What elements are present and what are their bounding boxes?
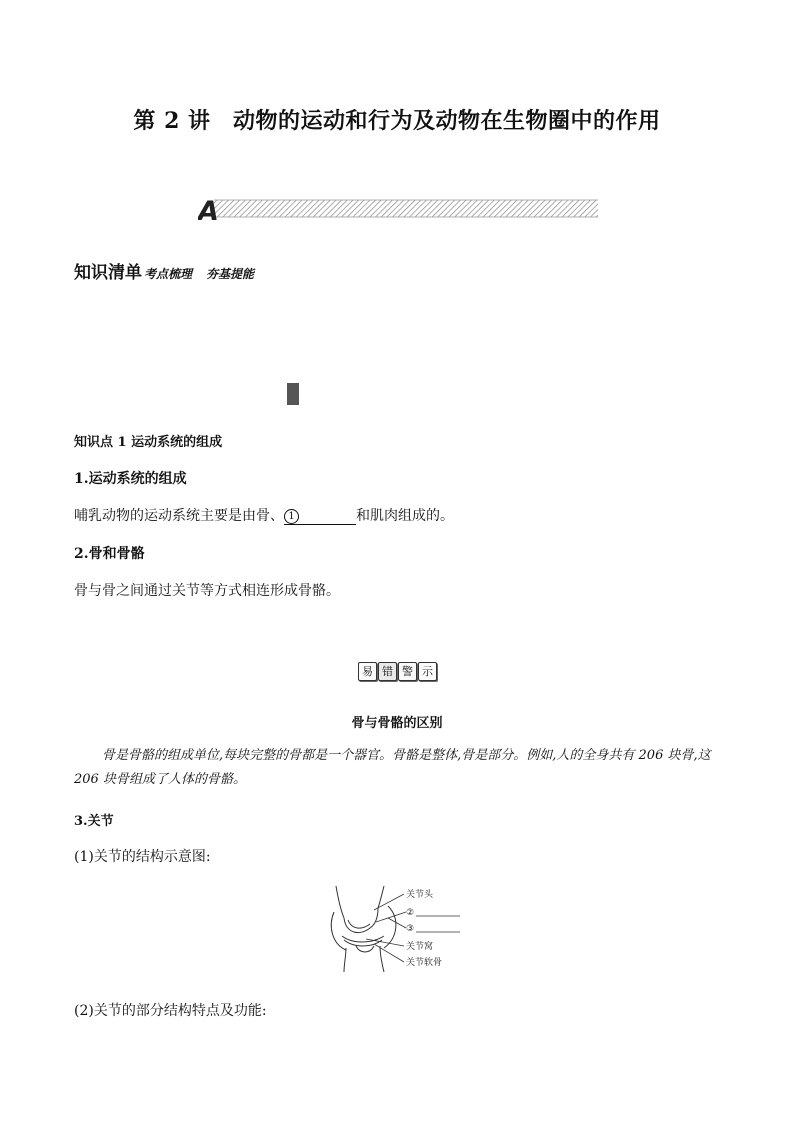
section-heading-main: 知识清单 xyxy=(74,263,142,283)
paragraph-1-after: 和肌肉组成的。 xyxy=(356,508,454,524)
knowledge-point-heading: 知识点 1 运动系统的组成 xyxy=(74,435,223,450)
section-banner xyxy=(198,196,598,222)
diagram-label-2: ② xyxy=(406,908,415,918)
diagram-label-3: ③ xyxy=(406,924,415,934)
banner-letter: A xyxy=(198,196,219,222)
warning-badge-char: 易 xyxy=(358,662,377,681)
section-heading-sub2: 夯基提能 xyxy=(206,267,255,281)
heading-3: 3.关节 xyxy=(74,814,114,829)
paragraph-2: 骨与骨之间通过关节等方式相连形成骨骼。 xyxy=(74,583,340,599)
heading-3-2: (2)关节的部分结构特点及功能: xyxy=(74,1003,267,1019)
warning-badge-char: 示 xyxy=(418,662,437,681)
callout-text: 骨是骨骼的组成单位,每块完整的骨都是一个器官。骨骼是整体,骨是部分。例如,人的全身共有 206 块骨,这 206 块骨组成了人体的骨骼。 xyxy=(74,748,711,787)
marker-block xyxy=(287,383,299,405)
paragraph-1-before: 哺乳动物的运动系统主要是由骨、 xyxy=(74,508,284,524)
diagram-label-cartilage: 关节软骨 xyxy=(406,958,443,968)
circle-number-1: 1 xyxy=(284,509,299,524)
heading-3-1: (1)关节的结构示意图: xyxy=(74,849,211,865)
warning-badge xyxy=(358,662,437,681)
diagram-label-socket: 关节窝 xyxy=(406,942,434,952)
warning-badge-char: 错 xyxy=(378,662,397,681)
joint-diagram xyxy=(326,882,486,974)
section-heading-sub: 考点梳理 xyxy=(144,267,193,281)
heading-1: 1.运动系统的组成 xyxy=(74,471,187,487)
heading-2: 2.骨和骨骼 xyxy=(74,546,145,562)
warning-badge-char: 警 xyxy=(398,662,417,681)
callout-title: 骨与骨骼的区别 xyxy=(351,716,443,731)
page-title: 第 2 讲 动物的运动和行为及动物在生物圈中的作用 xyxy=(133,108,661,134)
section-heading xyxy=(74,258,254,283)
paragraph-1 xyxy=(74,505,454,525)
diagram-label-head: 关节头 xyxy=(406,890,434,900)
fill-blank-1[interactable] xyxy=(284,508,356,525)
